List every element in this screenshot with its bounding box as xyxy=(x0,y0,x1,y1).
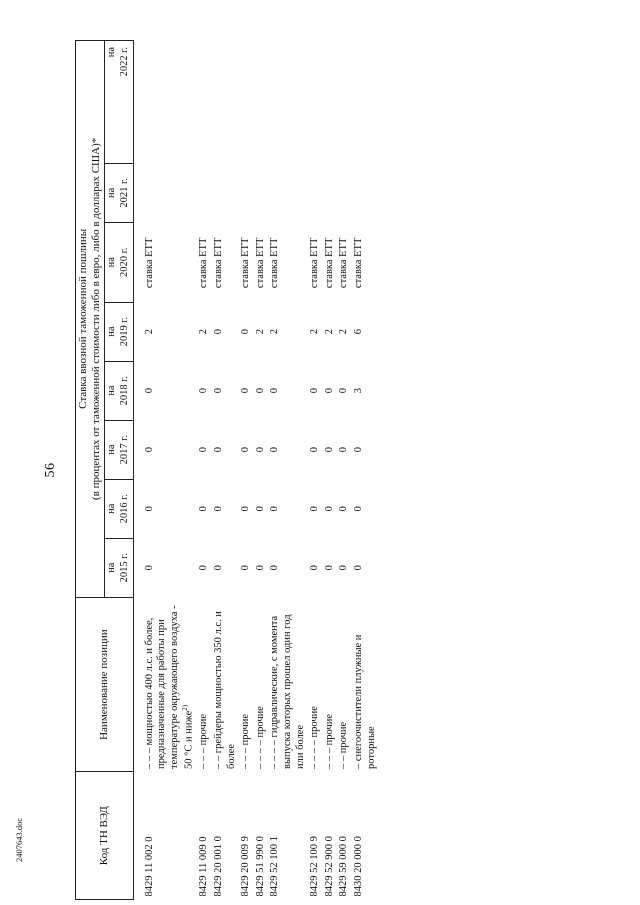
cell-name-text: – – – прочие xyxy=(198,713,210,769)
cell-rate-4: 0 xyxy=(240,388,252,394)
cell-name-text: – – – – прочие xyxy=(309,706,321,769)
cell-rate-7 xyxy=(133,163,197,222)
cell-rate-7 xyxy=(323,163,338,222)
cell-rate-7 xyxy=(239,163,254,222)
cell-rate-3: 0 xyxy=(352,447,364,453)
cell-name xyxy=(133,597,197,772)
cell-code: 8429 52 100 1 xyxy=(269,836,281,897)
cell-rate-1: 0 xyxy=(254,565,266,571)
cell-rate-3: 0 xyxy=(323,447,335,453)
cell-name xyxy=(212,597,239,772)
cell-rate-3: 0 xyxy=(338,447,350,453)
cell-rate-5: 2 xyxy=(323,328,335,335)
cell-rate-1: 0 xyxy=(352,565,364,571)
cell-rate-3: 0 xyxy=(198,447,210,453)
table-row xyxy=(268,41,308,900)
cell-name-text: – – прочие xyxy=(338,721,350,769)
cell-name-text: – – – мощностью 400 л.с. и более, предназначенные для работы при температуре окружающего воздуха - 50 °С и ниже xyxy=(143,605,195,769)
cell-rate-4: 0 xyxy=(213,388,225,394)
table-row xyxy=(133,41,197,900)
cell-rate-1: 0 xyxy=(213,565,225,571)
cell-code: 8429 11 009 0 xyxy=(198,836,210,897)
cell-name-text: – – – – гидравлические, с момента выпуска которых прошел один год или более xyxy=(269,614,306,769)
cell-name xyxy=(239,597,254,772)
cell-rate-4: 0 xyxy=(323,388,335,394)
cell-rate-8 xyxy=(268,41,308,164)
cell-rate-3: 0 xyxy=(143,447,155,453)
rotated-table-sheet xyxy=(43,40,595,900)
header-year: на 2021 г. xyxy=(105,163,133,222)
cell-code: 8429 52 900 0 xyxy=(323,836,335,897)
cell-code: 8429 20 001 0 xyxy=(213,836,225,897)
cell-rate-1: 0 xyxy=(323,565,335,571)
cell-rate-3: 0 xyxy=(254,447,266,453)
cell-rate-6: ставка ЕТТ xyxy=(213,237,225,289)
cell-rate-4: 0 xyxy=(254,388,266,394)
cell-rate-1: 0 xyxy=(198,565,210,571)
cell-rate-4: 0 xyxy=(143,388,155,394)
header-row-top xyxy=(76,41,105,900)
cell-rate-6: ставка ЕТТ xyxy=(352,237,364,289)
cell-name xyxy=(337,597,352,772)
cell-rate-4: 0 xyxy=(309,388,321,394)
cell-rate-8 xyxy=(212,41,239,164)
cell-rate-2: 0 xyxy=(240,506,252,512)
cell-rate-3: 0 xyxy=(269,447,281,453)
header-year: на 2016 г. xyxy=(105,479,133,538)
cell-code: 8430 20 000 0 xyxy=(352,836,364,897)
cell-name xyxy=(323,597,338,772)
footnote-marker: 2) xyxy=(181,704,190,711)
cell-name xyxy=(254,597,269,772)
cell-rate-5: 0 xyxy=(240,328,252,335)
header-name: Наименование позиции xyxy=(76,597,134,772)
cell-name-text: – – – прочие xyxy=(240,713,252,769)
table-row xyxy=(323,41,338,900)
cell-rate-7 xyxy=(308,163,323,222)
header-rate-subtitle: (в процентах от таможенной стоимости либо в евро, либо в долларах США)* xyxy=(90,137,103,501)
cell-rate-2: 0 xyxy=(213,506,225,512)
footer-filename: 2407643.doc xyxy=(14,817,24,862)
page-number: 56 xyxy=(43,462,58,478)
cell-rate-8 xyxy=(308,41,323,164)
cell-rate-5: 6 xyxy=(352,328,364,335)
cell-rate-8 xyxy=(352,41,379,164)
cell-rate-5: 2 xyxy=(269,328,281,335)
cell-rate-3: 0 xyxy=(309,447,321,453)
cell-rate-7 xyxy=(254,163,269,222)
cell-rate-5: 2 xyxy=(338,328,350,335)
cell-rate-6: ставка ЕТТ xyxy=(338,237,350,289)
cell-rate-6: ставка ЕТТ xyxy=(309,237,321,289)
cell-rate-6: ставка ЕТТ xyxy=(254,237,266,289)
cell-rate-8 xyxy=(323,41,338,164)
cell-rate-5: 0 xyxy=(213,328,225,335)
table-body xyxy=(133,41,379,900)
header-rate xyxy=(76,41,105,598)
cell-rate-5: 2 xyxy=(143,328,155,335)
table-row xyxy=(337,41,352,900)
cell-rate-8 xyxy=(133,41,197,164)
cell-rate-2: 0 xyxy=(254,506,266,512)
cell-rate-7 xyxy=(352,163,379,222)
cell-rate-7 xyxy=(197,163,212,222)
cell-code: 8429 20 009 9 xyxy=(240,836,252,897)
cell-name xyxy=(197,597,212,772)
cell-code: 8429 59 000 0 xyxy=(338,836,350,897)
header-rate-title: Ставка ввозной таможенной пошлины xyxy=(77,228,89,409)
cell-rate-3: 0 xyxy=(240,447,252,453)
cell-code: 8429 51 990 0 xyxy=(254,836,266,897)
table-row xyxy=(197,41,212,900)
cell-rate-8 xyxy=(337,41,352,164)
cell-name xyxy=(352,597,379,772)
cell-rate-8 xyxy=(254,41,269,164)
cell-rate-2: 0 xyxy=(323,506,335,512)
cell-name-text: – – – – прочие xyxy=(254,706,266,769)
cell-name-text: – снегоочистители плужные и роторные xyxy=(352,634,377,769)
cell-rate-4: 0 xyxy=(269,388,281,394)
cell-rate-1: 0 xyxy=(269,565,281,571)
cell-name xyxy=(268,597,308,772)
cell-code: 8429 11 002 0 xyxy=(143,836,155,897)
cell-rate-2: 0 xyxy=(352,506,364,512)
cell-code: 8429 52 100 9 xyxy=(309,836,321,897)
header-year: на 2017 г. xyxy=(105,420,133,479)
cell-rate-4: 0 xyxy=(338,388,350,394)
cell-rate-3: 0 xyxy=(213,447,225,453)
table-row xyxy=(308,41,323,900)
header-year: на 2015 г. xyxy=(105,538,133,597)
cell-rate-7 xyxy=(337,163,352,222)
table-row xyxy=(212,41,239,900)
cell-rate-2: 0 xyxy=(309,506,321,512)
cell-rate-6: ставка ЕТТ xyxy=(269,237,281,289)
header-year: на 2019 г. xyxy=(105,302,133,361)
cell-rate-5: 2 xyxy=(309,328,321,335)
cell-rate-8 xyxy=(239,41,254,164)
cell-rate-2: 0 xyxy=(338,506,350,512)
header-code: Код ТН ВЭД xyxy=(76,772,134,900)
cell-rate-4: 3 xyxy=(352,388,364,394)
table-row xyxy=(254,41,269,900)
cell-rate-4: 0 xyxy=(198,388,210,394)
cell-rate-8 xyxy=(197,41,212,164)
cell-rate-1: 0 xyxy=(338,565,350,571)
cell-name-text: – – – прочие xyxy=(323,713,335,769)
tariff-table xyxy=(75,40,379,900)
cell-name xyxy=(308,597,323,772)
cell-rate-2: 0 xyxy=(269,506,281,512)
cell-rate-1: 0 xyxy=(309,565,321,571)
header-year: на 2018 г. xyxy=(105,361,133,420)
cell-name-text: – – грейдеры мощностью 350 л.с. и более xyxy=(213,611,237,769)
header-year: на 2022 г. xyxy=(105,41,133,164)
cell-rate-6: ставка ЕТТ xyxy=(143,237,155,289)
cell-rate-6: ставка ЕТТ xyxy=(198,237,210,289)
cell-rate-6: ставка ЕТТ xyxy=(240,237,252,289)
cell-rate-5: 2 xyxy=(254,328,266,335)
cell-rate-1: 0 xyxy=(240,565,252,571)
cell-rate-7 xyxy=(212,163,239,222)
cell-rate-5: 2 xyxy=(198,328,210,335)
cell-rate-1: 0 xyxy=(143,565,155,571)
header-year: на 2020 г. xyxy=(105,222,133,302)
table-row xyxy=(239,41,254,900)
cell-rate-2: 0 xyxy=(198,506,210,512)
cell-rate-2: 0 xyxy=(143,506,155,512)
cell-rate-7 xyxy=(268,163,308,222)
table-row xyxy=(352,41,379,900)
cell-rate-6: ставка ЕТТ xyxy=(323,237,335,289)
